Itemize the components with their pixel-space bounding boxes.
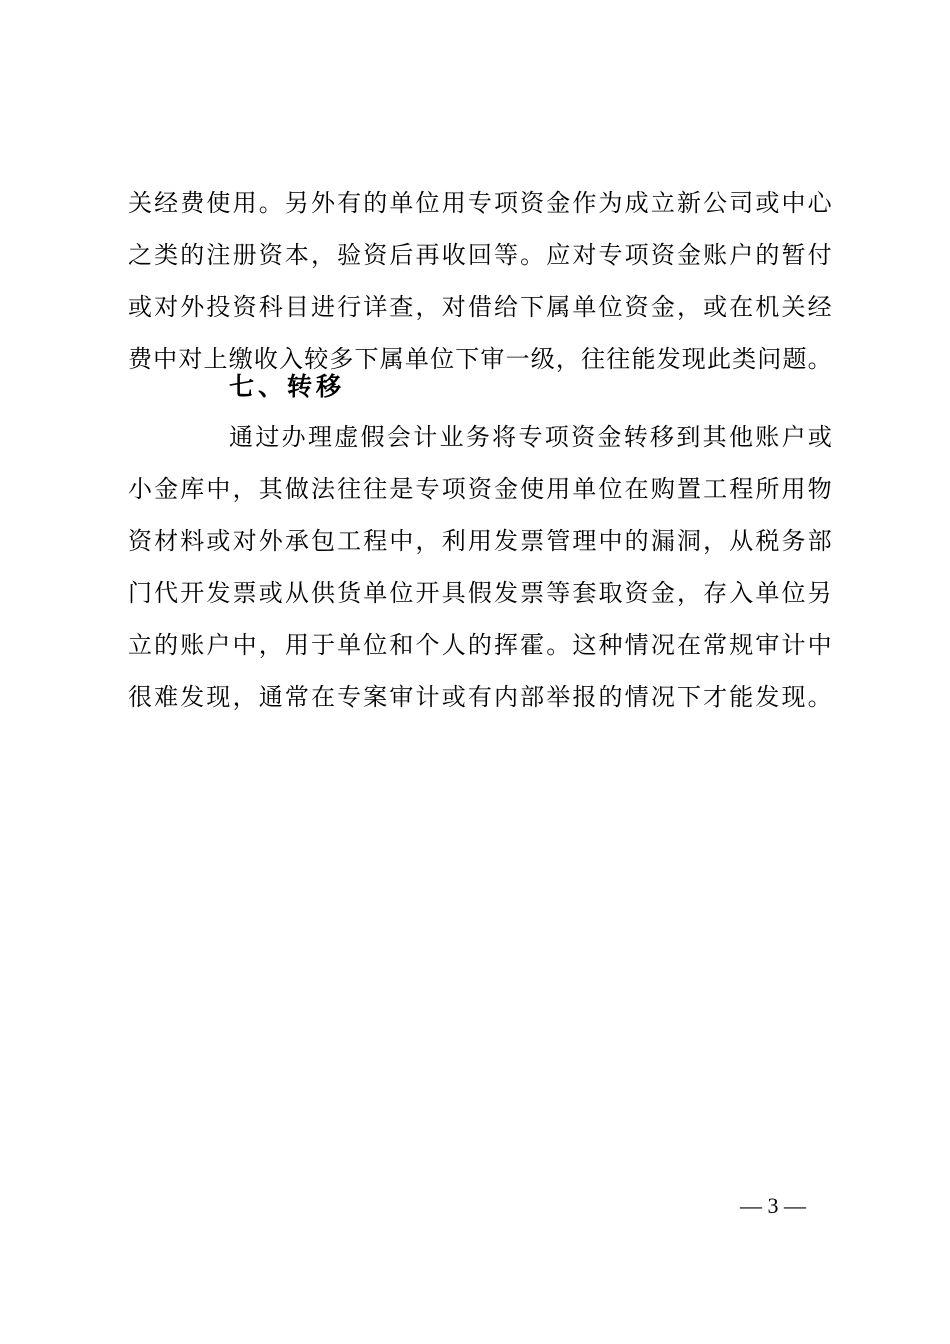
paragraph-line: 很 难 发 现 ， 通 常 在 专 案 审 计 或 有 内 部 举 报 的 情 况 下 才 能 发 现 。: [128, 683, 832, 711]
page-number: — 3 —: [740, 1193, 806, 1218]
paragraph-line: 门 代 开 发 票 或 从 供 货 单 位 开 具 假 发 票 等 套 取 资 金 ， 存 入 单 位 另: [128, 579, 832, 607]
paragraph-line: 关 经 费 使 用 。 另 外 有 的 单 位 用 专 项 资 金 作 为 成 立 新 公 司 或 中 心: [128, 189, 832, 217]
paragraph-line: 资 材 料 或 对 外 承 包 工 程 中 ， 利 用 发 票 管 理 中 的 漏 洞 ， 从 税 务 部: [128, 527, 832, 555]
paragraph-line: 小 金 库 中 ， 其 做 法 往 往 是 专 项 资 金 使 用 单 位 在 购 置 工 程 所 用 物: [128, 475, 832, 503]
paragraph-line: 费 中 对 上 缴 收 入 较 多 下 属 单 位 下 审 一 级 ， 往 往 能 发 现 此 类 问 题 。: [128, 345, 832, 373]
paragraph-line: 之 类 的 注 册 资 本 ， 验 资 后 再 收 回 等 。 应 对 专 项 资 金 账 户 的 暂 付: [128, 241, 832, 269]
paragraph-line: 立 的 账 户 中 ， 用 于 单 位 和 个 人 的 挥 霍 。 这 种 情 况 在 常 规 审 计 中: [128, 631, 832, 659]
paragraph-continued: [128, 177, 832, 385]
section-heading: 七、转移: [229, 372, 346, 401]
paragraph-transfer: [128, 411, 832, 723]
paragraph-line: 或 对 外 投 资 科 目 进 行 详 查 ， 对 借 给 下 属 单 位 资 金 ， 或 在 机 关 经: [128, 293, 832, 321]
paragraph-line: 通 过 办 理 虚 假 会 计 业 务 将 专 项 资 金 转 移 到 其 他 账 户 或: [229, 423, 832, 451]
